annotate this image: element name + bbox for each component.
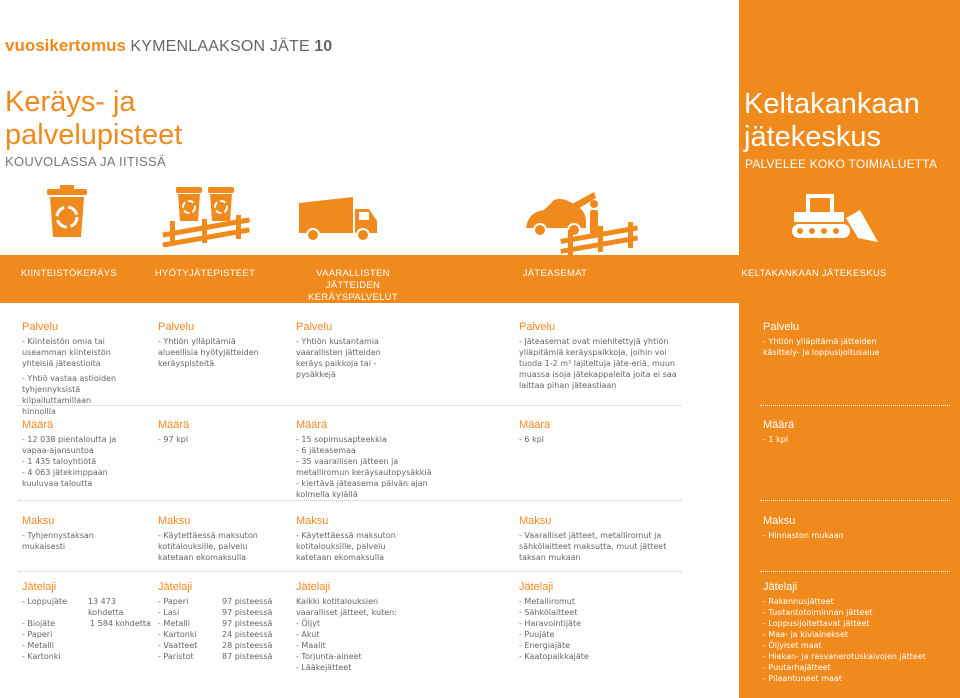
category-kiinteistokerays: KIINTEISTÖKERÄYS	[20, 268, 118, 279]
list-item: - Jäteasemat ovat miehitettyjä yhtiön ylläpitämiä keräyspaikkoja, joihin voi tuoda 1-2 m³ lajiteltuja jäte-eriä, muun muassa isoja jätekappaleita joita ei saa laittaa pihan jäteastiaan	[519, 337, 677, 390]
col0-palvelu	[22, 320, 122, 417]
section-heading: Määrä	[763, 419, 795, 431]
section-heading: Jätelaji	[519, 581, 554, 593]
category-vaaralliset: VAARALLISTEN JÄTTEIDEN KERÄYSPALVELUT	[308, 268, 398, 303]
brand-title: vuosikertomus	[5, 36, 126, 55]
col4-maksu	[763, 514, 923, 541]
col4-jatelaji	[763, 580, 953, 684]
panel-title	[744, 88, 920, 154]
section-heading: Maksu	[763, 515, 796, 527]
list-item: - Metalliromut	[519, 597, 575, 606]
section-heading: Palvelu	[763, 321, 800, 333]
category-keltakangas: KELTAKANKAAN JÄTEKESKUS	[741, 268, 887, 279]
col3-palvelu	[519, 320, 677, 391]
list-item: - kiertävä jäteasema päivän ajan kolmella kylällä	[296, 479, 428, 499]
col4-maara	[763, 418, 903, 445]
list-intro: Kaikki kotitalouksien vaaralliset jätteet, kuten:	[296, 597, 397, 617]
waste-type: - Metalli	[158, 619, 190, 628]
list-item	[158, 629, 288, 640]
list-item: - 1 435 taloyhtiötä	[22, 457, 97, 466]
col4-palvelu	[763, 320, 903, 358]
col2-maksu	[296, 514, 408, 563]
list-item: - Sähkölaitteet	[519, 608, 578, 617]
waste-type: - Lasi	[158, 608, 180, 617]
section-heading: Palvelu	[519, 321, 556, 333]
list-item: - Yhtiön ylläpitämä jätteiden käsittely- ja loppusijoitusalue	[763, 337, 880, 357]
waste-count: 13 473 kohdetta	[87, 597, 124, 617]
panel-title-line-2: jätekeskus	[744, 121, 882, 153]
list-item: - Puutarhajätteet	[763, 663, 831, 672]
waste-type: - Kartonki	[158, 630, 197, 639]
list-item: - Öljyiset maat	[763, 641, 822, 650]
list-item	[22, 618, 152, 629]
waste-type: - Paristot	[158, 652, 194, 661]
section-heading: Jätelaji	[763, 581, 798, 593]
list-item: - 12 038 pientaloutta ja vapaa-ajansuntoa	[22, 435, 117, 455]
list-item: - Maalit	[296, 641, 326, 650]
waste-type: - Paperi	[158, 597, 189, 606]
list-item: - Käytettäessä maksuton kotitalouksille, palvelu katetaan ekomaksulla	[296, 531, 396, 562]
category-jateasemat: JÄTEASEMAT	[522, 268, 588, 279]
list-item	[22, 596, 152, 618]
list-item: - Käytettäessä maksuton kotitalouksille, palvelu katetaan ekomaksulla	[158, 531, 258, 562]
list-item: - Kaatopaikkajäte	[519, 652, 589, 661]
section-heading: Palvelu	[158, 321, 195, 333]
divider	[18, 500, 681, 501]
list-item: - Yhtiön kustantamia vaarallisten jätteiden keräys paikkoja tai -pysäkkejä	[296, 337, 381, 379]
list-item: - 35 vaarallisen jätteen ja metalliromun keräysautopysäkkiä	[296, 457, 432, 477]
list-item: - Öljyt	[296, 619, 321, 628]
list-item: - Lääkejätteet	[296, 663, 352, 672]
section-heading: Määrä	[22, 419, 54, 431]
list-item	[158, 640, 288, 651]
list-item: - Vaaralliset jätteet, metalliromut ja sähkölaitteet maksutta, muut jätteet taksan mukaan	[519, 531, 667, 562]
col0-jatelaji	[22, 580, 152, 662]
waste-type: - Metalli	[22, 641, 54, 650]
section-heading: Maksu	[22, 515, 55, 527]
col1-maara	[158, 418, 266, 445]
section-heading: Jätelaji	[158, 581, 193, 593]
section-heading: Jätelaji	[296, 581, 331, 593]
section-heading: Maksu	[296, 515, 329, 527]
list-item: - Maa- ja kiviainekset	[763, 630, 849, 639]
col2-palvelu	[296, 320, 392, 380]
list-item: - Loppusijoitettavat jätteet	[763, 619, 870, 628]
list-item: - Energiajäte	[519, 641, 571, 650]
list-item	[22, 629, 152, 640]
col2-maara	[296, 418, 436, 500]
recycling-bins-icon	[162, 185, 252, 247]
waste-count: 97 pisteessä	[222, 619, 273, 628]
fence-icon	[560, 222, 640, 258]
bulldozer-icon	[790, 192, 882, 242]
report-brand	[5, 36, 332, 56]
waste-count: 1 584 kohdetta	[90, 619, 151, 628]
waste-type: - Biojäte	[22, 619, 56, 628]
waste-count: 97 pisteessä	[222, 608, 273, 617]
page-subtitle: KOUVOLASSA JA IITISSÄ	[5, 154, 166, 169]
list-item	[22, 651, 152, 662]
trash-bin-icon	[44, 185, 94, 241]
waste-count: 97 pisteessä	[222, 597, 273, 606]
col3-jatelaji	[519, 580, 677, 662]
panel-subtitle: PALVELEE KOKO TOIMIALUETTA	[745, 157, 938, 171]
list-item: - Rakennusjätteet	[763, 597, 834, 606]
waste-type: - Vaatteet	[158, 641, 198, 650]
col3-maksu	[519, 514, 677, 563]
section-heading: Määrä	[519, 419, 551, 431]
col0-maksu	[22, 514, 122, 552]
list-item: - 6 jäteasemaa	[296, 446, 356, 455]
list-item: - Yhtiö vastaa astioiden tyhjennyksistä kilpailuttamillaan hinnoilla	[22, 374, 117, 416]
divider	[760, 571, 950, 572]
divider	[760, 500, 950, 501]
list-item: - Akut	[296, 630, 320, 639]
section-heading: Maksu	[519, 515, 552, 527]
list-item: - Tuotantotoiminnan jätteet	[763, 608, 873, 617]
col3-maara	[519, 418, 677, 445]
list-item: - 4 063 jätekimppaan kuuluvaa taloutta	[22, 468, 108, 488]
section-heading: Määrä	[296, 419, 328, 431]
list-item: - 1 kpl	[763, 435, 788, 444]
divider	[18, 571, 681, 572]
list-item: - 15 sopimusapteekkia	[296, 435, 387, 444]
col0-maara	[22, 418, 122, 489]
section-heading: Maksu	[158, 515, 191, 527]
col1-palvelu	[158, 320, 266, 369]
col1-jatelaji	[158, 580, 288, 662]
brand-company: KYMENLAAKSON JÄTE	[130, 38, 310, 55]
page-number: 10	[314, 38, 333, 55]
divider	[760, 405, 950, 406]
section-heading: Palvelu	[296, 321, 333, 333]
waste-type: - Paperi	[22, 630, 53, 639]
list-item: - Torjunta-aineet	[296, 652, 362, 661]
panel-title-line-1: Keltakankaan	[744, 88, 920, 120]
waste-count: 28 pisteessä	[222, 641, 273, 650]
list-item: - Kiinteistön omia tai useamman kiinteistön yhteisiä jäteastioita	[22, 337, 111, 368]
list-item: - Tyhjennystaksan mukaisesti	[22, 531, 94, 551]
list-item: - Hiekan- ja rasvanerotuskaivojen jätteet	[763, 652, 926, 661]
list-item: - Puujäte	[519, 630, 555, 639]
col1-maksu	[158, 514, 266, 563]
list-item: - 6 kpl	[519, 435, 544, 444]
list-item: - Hinnaston mukaan	[763, 531, 844, 540]
list-item: - Yhtiön ylläpitämiä alueellisia hyötyjätteiden keräyspisteitä	[158, 337, 259, 368]
truck-icon	[297, 195, 377, 243]
waste-type: - Loppujäte	[22, 597, 68, 606]
list-item	[158, 618, 288, 629]
list-item: - 97 kpl	[158, 435, 189, 444]
waste-count: 87 pisteessä	[222, 652, 273, 661]
list-item	[158, 651, 288, 662]
list-item	[158, 607, 288, 618]
list-item	[158, 596, 288, 607]
col2-jatelaji	[296, 580, 412, 673]
section-heading: Palvelu	[22, 321, 59, 333]
category-hyotyjatepisteet: HYÖTYJÄTEPISTEET	[154, 268, 256, 279]
section-heading: Määrä	[158, 419, 190, 431]
page-title: Keräys- ja palvelupisteet	[5, 86, 183, 151]
list-item: - Haravointijäte	[519, 619, 582, 628]
waste-count: 24 pisteessä	[222, 630, 273, 639]
waste-type: - Kartonki	[22, 652, 61, 661]
list-item	[22, 640, 152, 651]
list-item: - Pilaantuneet maat	[763, 674, 842, 683]
section-heading: Jätelaji	[22, 581, 57, 593]
